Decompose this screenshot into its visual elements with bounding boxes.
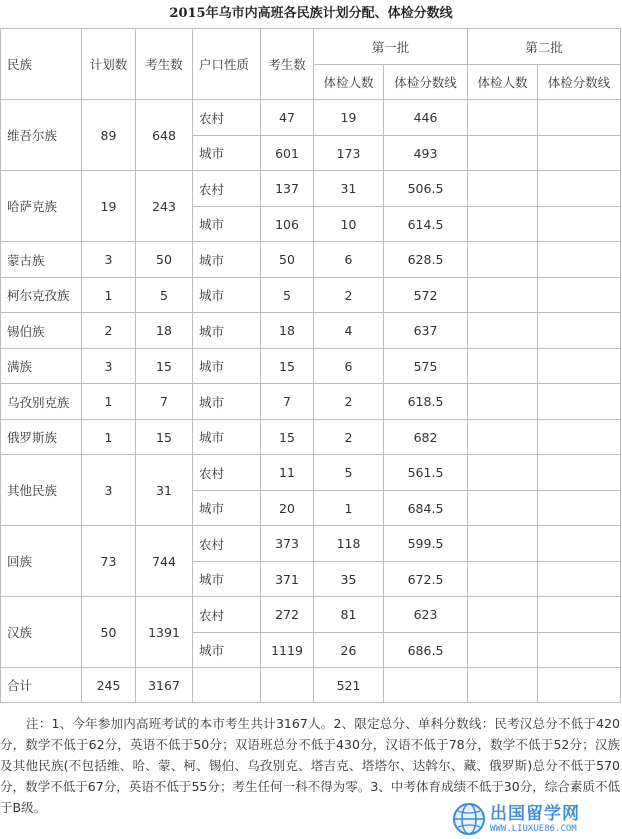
header-batch1: 第一批 bbox=[314, 29, 468, 65]
batch2-exam-line-cell bbox=[538, 207, 621, 242]
household-cell: 城市 bbox=[193, 207, 261, 242]
batch2-exam-count-cell bbox=[468, 100, 538, 136]
batch2-exam-line-cell bbox=[538, 597, 621, 633]
batch2-exam-line-cell bbox=[538, 242, 621, 278]
table-row bbox=[1, 597, 621, 633]
batch2-exam-count-cell bbox=[468, 633, 538, 668]
candidates-cell: 744 bbox=[136, 526, 193, 597]
plan-count-cell: 3 bbox=[82, 349, 136, 384]
batch1-exam-count-cell: 4 bbox=[314, 313, 384, 349]
header-batch2: 第二批 bbox=[468, 29, 621, 65]
table-row bbox=[1, 278, 621, 313]
total-label-cell: 合计 bbox=[1, 668, 82, 703]
household-cell: 城市 bbox=[193, 633, 261, 668]
batch2-exam-count-cell bbox=[468, 171, 538, 207]
table-row bbox=[1, 526, 621, 562]
plan-count-cell: 3 bbox=[82, 242, 136, 278]
table-row bbox=[1, 349, 621, 384]
table-row bbox=[1, 171, 621, 207]
ethnicity-cell: 其他民族 bbox=[1, 455, 82, 526]
quota-table bbox=[0, 28, 621, 703]
ethnicity-cell: 满族 bbox=[1, 349, 82, 384]
candidates-cell: 15 bbox=[136, 349, 193, 384]
page-title: 2015年乌市内高班各民族计划分配、体检分数线 bbox=[169, 6, 453, 21]
plan-count-cell: 50 bbox=[82, 597, 136, 668]
header-ethnicity: 民族 bbox=[1, 29, 82, 100]
total-exam-line-cell bbox=[384, 668, 468, 703]
candidates-cell: 243 bbox=[136, 171, 193, 242]
total-row bbox=[1, 668, 621, 703]
total-batch2-exam-line-cell bbox=[538, 668, 621, 703]
batch2-exam-count-cell bbox=[468, 313, 538, 349]
candidates-sub-cell: 15 bbox=[261, 349, 314, 384]
candidates-cell: 15 bbox=[136, 420, 193, 455]
batch2-exam-line-cell bbox=[538, 526, 621, 562]
batch1-exam-count-cell: 26 bbox=[314, 633, 384, 668]
household-cell: 农村 bbox=[193, 597, 261, 633]
batch1-exam-count-cell: 118 bbox=[314, 526, 384, 562]
candidates-sub-cell: 1119 bbox=[261, 633, 314, 668]
candidates-cell: 648 bbox=[136, 100, 193, 171]
header-candidates-sub: 考生数 bbox=[261, 29, 314, 100]
table-row bbox=[1, 100, 621, 136]
batch2-exam-line-cell bbox=[538, 420, 621, 455]
household-cell: 城市 bbox=[193, 313, 261, 349]
batch1-exam-line-cell: 446 bbox=[384, 100, 468, 136]
ethnicity-cell: 俄罗斯族 bbox=[1, 420, 82, 455]
ethnicity-cell: 维吾尔族 bbox=[1, 100, 82, 171]
batch1-exam-count-cell: 10 bbox=[314, 207, 384, 242]
plan-count-cell: 2 bbox=[82, 313, 136, 349]
batch2-exam-count-cell bbox=[468, 242, 538, 278]
globe-logo-icon bbox=[452, 802, 486, 836]
total-batch2-exam-count-cell bbox=[468, 668, 538, 703]
batch1-exam-line-cell: 614.5 bbox=[384, 207, 468, 242]
batch2-exam-line-cell bbox=[538, 491, 621, 526]
batch1-exam-line-cell: 572 bbox=[384, 278, 468, 313]
batch1-exam-count-cell: 19 bbox=[314, 100, 384, 136]
batch2-exam-line-cell bbox=[538, 562, 621, 597]
candidates-sub-cell: 47 bbox=[261, 100, 314, 136]
batch1-exam-line-cell: 493 bbox=[384, 136, 468, 171]
household-cell: 城市 bbox=[193, 278, 261, 313]
header-batch1-exam-line: 体检分数线 bbox=[384, 65, 468, 100]
batch1-exam-count-cell: 35 bbox=[314, 562, 384, 597]
batch2-exam-line-cell bbox=[538, 384, 621, 420]
batch1-exam-line-cell: 575 bbox=[384, 349, 468, 384]
candidates-cell: 7 bbox=[136, 384, 193, 420]
batch1-exam-line-cell: 599.5 bbox=[384, 526, 468, 562]
plan-count-cell: 1 bbox=[82, 420, 136, 455]
batch1-exam-line-cell: 672.5 bbox=[384, 562, 468, 597]
plan-count-cell: 89 bbox=[82, 100, 136, 171]
candidates-cell: 50 bbox=[136, 242, 193, 278]
header-batch2-exam-line: 体检分数线 bbox=[538, 65, 621, 100]
household-cell: 农村 bbox=[193, 100, 261, 136]
footnote: 注：1、今年参加内高班考试的本市考生共计3167人。2、限定总分、单科分数线：民考汉总分不低于420分，数学不低于62分，英语不低于50分；双语班总分不低于430分，汉语不低于78分，数学不低于52分；汉族及其他民族(不包括维、哈、蒙、柯、锡伯、乌孜别克、塔吉克、塔塔尔、达斡尔、藏、俄罗斯)总分不低于570分，数学不低于67分，英语不低于55分；考生任何一科不得为零。3、中考体育成绩不低于30分，综合素质不低于B级。 bbox=[0, 716, 620, 815]
table-row bbox=[1, 313, 621, 349]
candidates-sub-cell: 50 bbox=[261, 242, 314, 278]
batch2-exam-count-cell bbox=[468, 349, 538, 384]
ethnicity-cell: 回族 bbox=[1, 526, 82, 597]
household-cell: 农村 bbox=[193, 171, 261, 207]
header-household: 户口性质 bbox=[193, 29, 261, 100]
household-cell: 城市 bbox=[193, 384, 261, 420]
table-row bbox=[1, 420, 621, 455]
batch1-exam-count-cell: 1 bbox=[314, 491, 384, 526]
total-exam-count-cell: 521 bbox=[314, 668, 384, 703]
candidates-cell: 18 bbox=[136, 313, 193, 349]
plan-count-cell: 1 bbox=[82, 278, 136, 313]
household-cell: 城市 bbox=[193, 420, 261, 455]
batch1-exam-line-cell: 628.5 bbox=[384, 242, 468, 278]
plan-count-cell: 3 bbox=[82, 455, 136, 526]
batch2-exam-count-cell bbox=[468, 491, 538, 526]
plan-count-cell: 19 bbox=[82, 171, 136, 242]
batch2-exam-count-cell bbox=[468, 420, 538, 455]
household-cell: 农村 bbox=[193, 526, 261, 562]
header-batch1-exam-count: 体检人数 bbox=[314, 65, 384, 100]
batch1-exam-line-cell: 561.5 bbox=[384, 455, 468, 491]
total-candidates-cell: 3167 bbox=[136, 668, 193, 703]
header-candidates: 考生数 bbox=[136, 29, 193, 100]
batch2-exam-line-cell bbox=[538, 171, 621, 207]
watermark-name: 出国留学网 bbox=[490, 803, 580, 824]
batch2-exam-line-cell bbox=[538, 349, 621, 384]
household-cell: 城市 bbox=[193, 242, 261, 278]
header-batch2-exam-count: 体检人数 bbox=[468, 65, 538, 100]
batch1-exam-count-cell: 81 bbox=[314, 597, 384, 633]
batch1-exam-count-cell: 2 bbox=[314, 278, 384, 313]
batch2-exam-count-cell bbox=[468, 597, 538, 633]
household-cell: 城市 bbox=[193, 562, 261, 597]
batch2-exam-line-cell bbox=[538, 100, 621, 136]
household-cell: 农村 bbox=[193, 455, 261, 491]
candidates-sub-cell: 373 bbox=[261, 526, 314, 562]
batch1-exam-line-cell: 682 bbox=[384, 420, 468, 455]
batch1-exam-count-cell: 173 bbox=[314, 136, 384, 171]
plan-count-cell: 73 bbox=[82, 526, 136, 597]
batch2-exam-line-cell bbox=[538, 633, 621, 668]
batch1-exam-line-cell: 623 bbox=[384, 597, 468, 633]
ethnicity-cell: 乌孜别克族 bbox=[1, 384, 82, 420]
batch2-exam-count-cell bbox=[468, 455, 538, 491]
batch1-exam-count-cell: 5 bbox=[314, 455, 384, 491]
batch1-exam-line-cell: 637 bbox=[384, 313, 468, 349]
batch1-exam-line-cell: 506.5 bbox=[384, 171, 468, 207]
ethnicity-cell: 哈萨克族 bbox=[1, 171, 82, 242]
batch1-exam-line-cell: 686.5 bbox=[384, 633, 468, 668]
ethnicity-cell: 柯尔克孜族 bbox=[1, 278, 82, 313]
household-cell: 城市 bbox=[193, 491, 261, 526]
candidates-sub-cell: 20 bbox=[261, 491, 314, 526]
candidates-sub-cell: 5 bbox=[261, 278, 314, 313]
batch2-exam-count-cell bbox=[468, 562, 538, 597]
table-row bbox=[1, 242, 621, 278]
candidates-cell: 5 bbox=[136, 278, 193, 313]
site-watermark bbox=[452, 801, 618, 837]
candidates-sub-cell: 7 bbox=[261, 384, 314, 420]
ethnicity-cell: 汉族 bbox=[1, 597, 82, 668]
candidates-sub-cell: 11 bbox=[261, 455, 314, 491]
candidates-sub-cell: 601 bbox=[261, 136, 314, 171]
header-row bbox=[1, 29, 621, 65]
batch2-exam-line-cell bbox=[538, 278, 621, 313]
candidates-sub-cell: 371 bbox=[261, 562, 314, 597]
plan-count-cell: 1 bbox=[82, 384, 136, 420]
batch2-exam-count-cell bbox=[468, 136, 538, 171]
batch2-exam-line-cell bbox=[538, 313, 621, 349]
batch2-exam-line-cell bbox=[538, 136, 621, 171]
total-candidates-sub-cell bbox=[261, 668, 314, 703]
ethnicity-cell: 锡伯族 bbox=[1, 313, 82, 349]
batch1-exam-count-cell: 6 bbox=[314, 242, 384, 278]
batch2-exam-count-cell bbox=[468, 278, 538, 313]
ethnicity-cell: 蒙古族 bbox=[1, 242, 82, 278]
total-household-cell bbox=[193, 668, 261, 703]
batch1-exam-line-cell: 618.5 bbox=[384, 384, 468, 420]
table-body bbox=[1, 29, 621, 703]
batch2-exam-line-cell bbox=[538, 455, 621, 491]
candidates-sub-cell: 137 bbox=[261, 171, 314, 207]
batch1-exam-count-cell: 6 bbox=[314, 349, 384, 384]
table-row bbox=[1, 455, 621, 491]
batch1-exam-count-cell: 2 bbox=[314, 384, 384, 420]
candidates-sub-cell: 272 bbox=[261, 597, 314, 633]
household-cell: 城市 bbox=[193, 349, 261, 384]
batch2-exam-count-cell bbox=[468, 384, 538, 420]
batch2-exam-count-cell bbox=[468, 207, 538, 242]
batch1-exam-line-cell: 684.5 bbox=[384, 491, 468, 526]
batch1-exam-count-cell: 2 bbox=[314, 420, 384, 455]
candidates-sub-cell: 106 bbox=[261, 207, 314, 242]
watermark-url: WWW.LIUXUE86.COM bbox=[490, 823, 577, 834]
candidates-sub-cell: 15 bbox=[261, 420, 314, 455]
candidates-cell: 1391 bbox=[136, 597, 193, 668]
candidates-cell: 31 bbox=[136, 455, 193, 526]
total-plan-cell: 245 bbox=[82, 668, 136, 703]
batch2-exam-count-cell bbox=[468, 526, 538, 562]
batch1-exam-count-cell: 31 bbox=[314, 171, 384, 207]
table-row bbox=[1, 384, 621, 420]
household-cell: 城市 bbox=[193, 136, 261, 171]
header-plan-count: 计划数 bbox=[82, 29, 136, 100]
candidates-sub-cell: 18 bbox=[261, 313, 314, 349]
